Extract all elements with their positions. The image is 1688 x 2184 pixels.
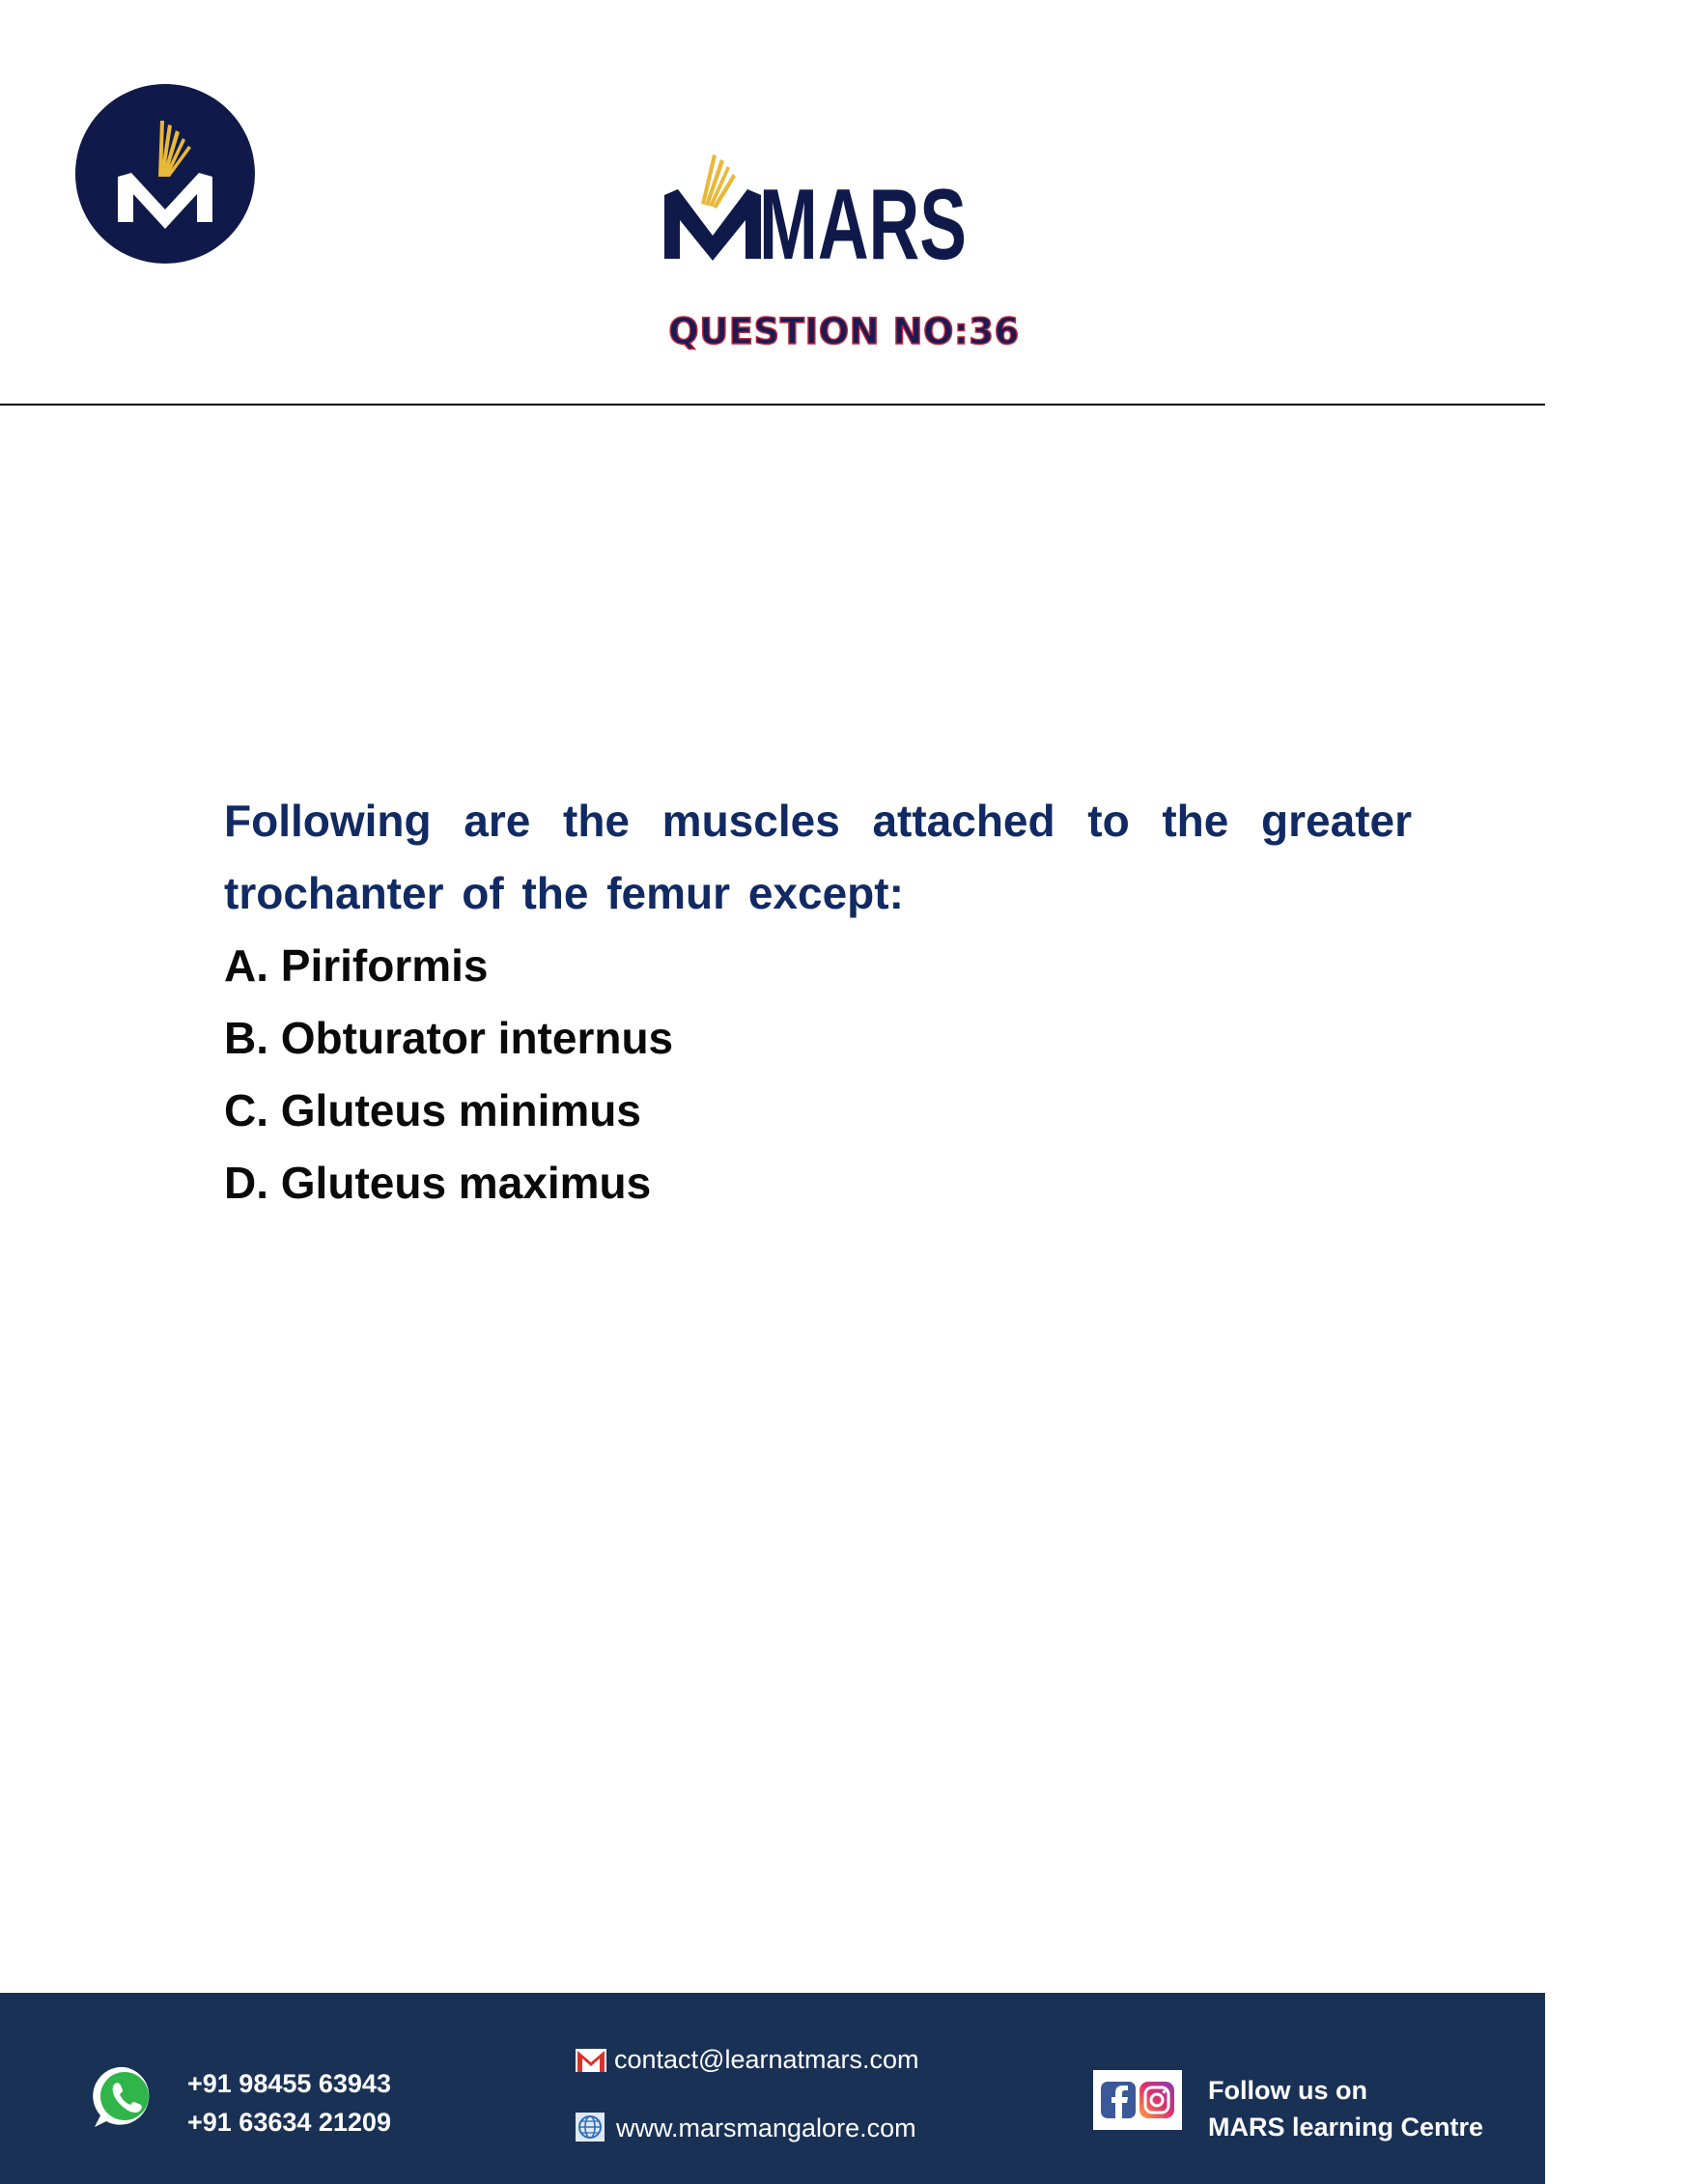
phone-2[interactable]: +91 63634 21209: [187, 2108, 391, 2137]
option-c: C. Gluteus minimus: [224, 1085, 641, 1135]
header-divider: [0, 404, 1545, 406]
brand-text: MARS: [759, 169, 967, 281]
phone-numbers: [187, 2064, 391, 2142]
question-number: QUESTION NO:36: [668, 311, 1020, 352]
option-b: B. Obturator internus: [224, 1013, 674, 1063]
email-link[interactable]: contact@learnatmars.com: [614, 2045, 919, 2074]
instagram-icon[interactable]: [1139, 2082, 1174, 2118]
follow-line-1: Follow us on: [1208, 2076, 1367, 2105]
question-block: [224, 785, 1412, 1219]
mail-icon: [575, 2047, 607, 2074]
option-a: A. Piriformis: [224, 940, 489, 991]
phone-1[interactable]: +91 98455 63943: [187, 2069, 391, 2098]
mars-logo-icon: [75, 84, 255, 264]
globe-icon: [576, 2113, 605, 2142]
question-text: Following are the muscles attached to the greater trochanter of the femur except:: [224, 796, 1412, 918]
mars-wordmark-logo: [662, 151, 971, 281]
social-icons: [1093, 2070, 1182, 2130]
website-link[interactable]: www.marsmangalore.com: [616, 2114, 916, 2142]
option-d: D. Gluteus maximus: [224, 1158, 652, 1208]
whatsapp-icon[interactable]: [91, 2063, 158, 2131]
facebook-icon[interactable]: [1101, 2082, 1136, 2118]
follow-line-2[interactable]: MARS learning Centre: [1208, 2113, 1484, 2142]
follow-us-text: [1208, 2072, 1483, 2145]
